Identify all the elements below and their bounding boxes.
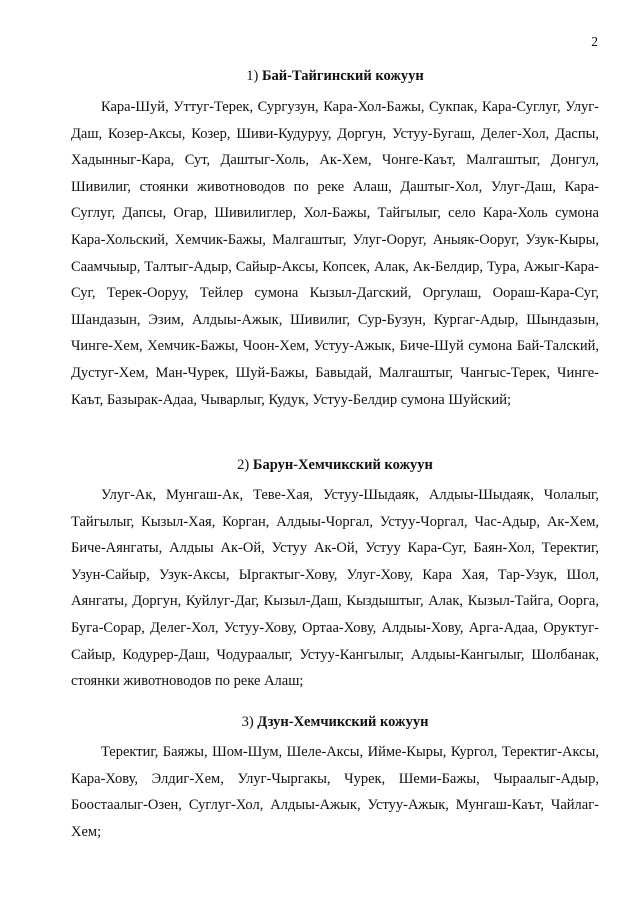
section-dzun-khemchik: [71, 712, 599, 845]
section-number: 2): [237, 457, 250, 473]
section-barun-khemchik: [71, 455, 599, 695]
section-body-text: Кара-Шуй, Уттуг-Терек, Сургузун, Кара-Хол-Бажы, Сукпак, Кара-Суглуг, Улуг-Даш, Козер-Аксы, Козер, Шиви-Кудуруу, Доргун, Устуу-Бугаш, Делег-Хол, Даспы, Хадынныг-Кара, Сут, Даштыг-Холь, Ак-Хем, Чонге-Каът, Малгаштыг, Донгул, Шивилиг, стоянки животноводов по реке Алаш, Даштыг-Хол, Улуг-Даш, Кара-Суглуг, Дапсы, Огар, Шивилиглер, Хол-Бажы, Тайгылыг, село Кара-Холь сумона Кара-Хольский, Хемчик-Бажы, Малгаштыг, Улуг-Ооруг, Аныяк-Ооруг, Узук-Кыры, Саамчыыр, Талтыг-Адыр, Сайыр-Аксы, Копсек, Алак, Ак-Белдир, Тура, Ажыг-Кара-Суг, Терек-Ооруу, Тейлер сумона Кызыл-Дагский, Оргулаш, Оораш-Кара-Суг, Шандазын, Эзим, Алдыы-Ажык, Шивилиг, Сур-Бузун, Кургаг-Адыр, Шындазын, Чинге-Хем, Хемчик-Бажы, Чоон-Хем, Устуу-Ажык, Биче-Шуй сумона Бай-Талский, Дустуг-Хем, Ман-Чурек, Шуй-Бажы, Бавыдай, Малгаштыг, Чангыс-Терек, Чинге-Каът, Базырак-Адаа, Чыварлыг, Кудук, Устуу-Белдир сумона Шуйский;: [71, 99, 599, 408]
section-title: Барун-Хемчикский кожуун: [252, 457, 433, 473]
section-number: 3): [241, 714, 254, 730]
section-heading: [71, 455, 599, 475]
section-bai-taiga: [71, 66, 599, 413]
section-heading: [71, 712, 599, 732]
section-body-text: Теректиг, Баяжы, Шом-Шум, Шеле-Аксы, Ийме-Кыры, Кургол, Теректиг-Аксы, Кара-Хову, Элдиг-Хем, Улуг-Чыргакы, Чурек, Шеми-Бажы, Чыраалыг-Адыр, Боостаалыг-Озен, Суглуг-Хол, Алдыы-Ажык, Устуу-Ажык, Мунгаш-Каът, Чайлаг-Хем;: [71, 744, 599, 840]
section-body-text: Улуг-Ак, Мунгаш-Ак, Теве-Хая, Устуу-Шыдаяк, Алдыы-Шыдаяк, Чолалыг, Тайгылыг, Кызыл-Хая, Корган, Алдыы-Чоргал, Устуу-Чоргал, Час-Адыр, Ак-Хем, Биче-Аянгаты, Алдыы Ак-Ой, Устуу Ак-Ой, Устуу Кара-Суг, Баян-Хол, Теректиг, Узун-Сайыр, Узук-Аксы, Ыргактыг-Хову, Улуг-Хову, Кара Хая, Тар-Узук, Шол, Аянгаты, Доргун, Куйлуг-Даг, Кызыл-Даш, Кыздыштыг, Алак, Кызыл-Тайга, Оорга, Буга-Сорар, Делег-Хол, Устуу-Хову, Ортаа-Хову, Алдыы-Хову, Арга-Адаа, Оруктуг-Сайыр, Кодурер-Даш, Чодураалыг, Устуу-Кангылыг, Алдыы-Кангылыг, Шолбанак, стоянки животноводов по реке Алаш;: [71, 487, 599, 690]
section-heading: [71, 66, 599, 86]
page-number: 2: [591, 34, 598, 49]
section-title: Бай-Тайгинский кожуун: [261, 68, 424, 84]
section-title: Дзун-Хемчикский кожуун: [257, 714, 429, 730]
section-number: 1): [246, 68, 259, 84]
